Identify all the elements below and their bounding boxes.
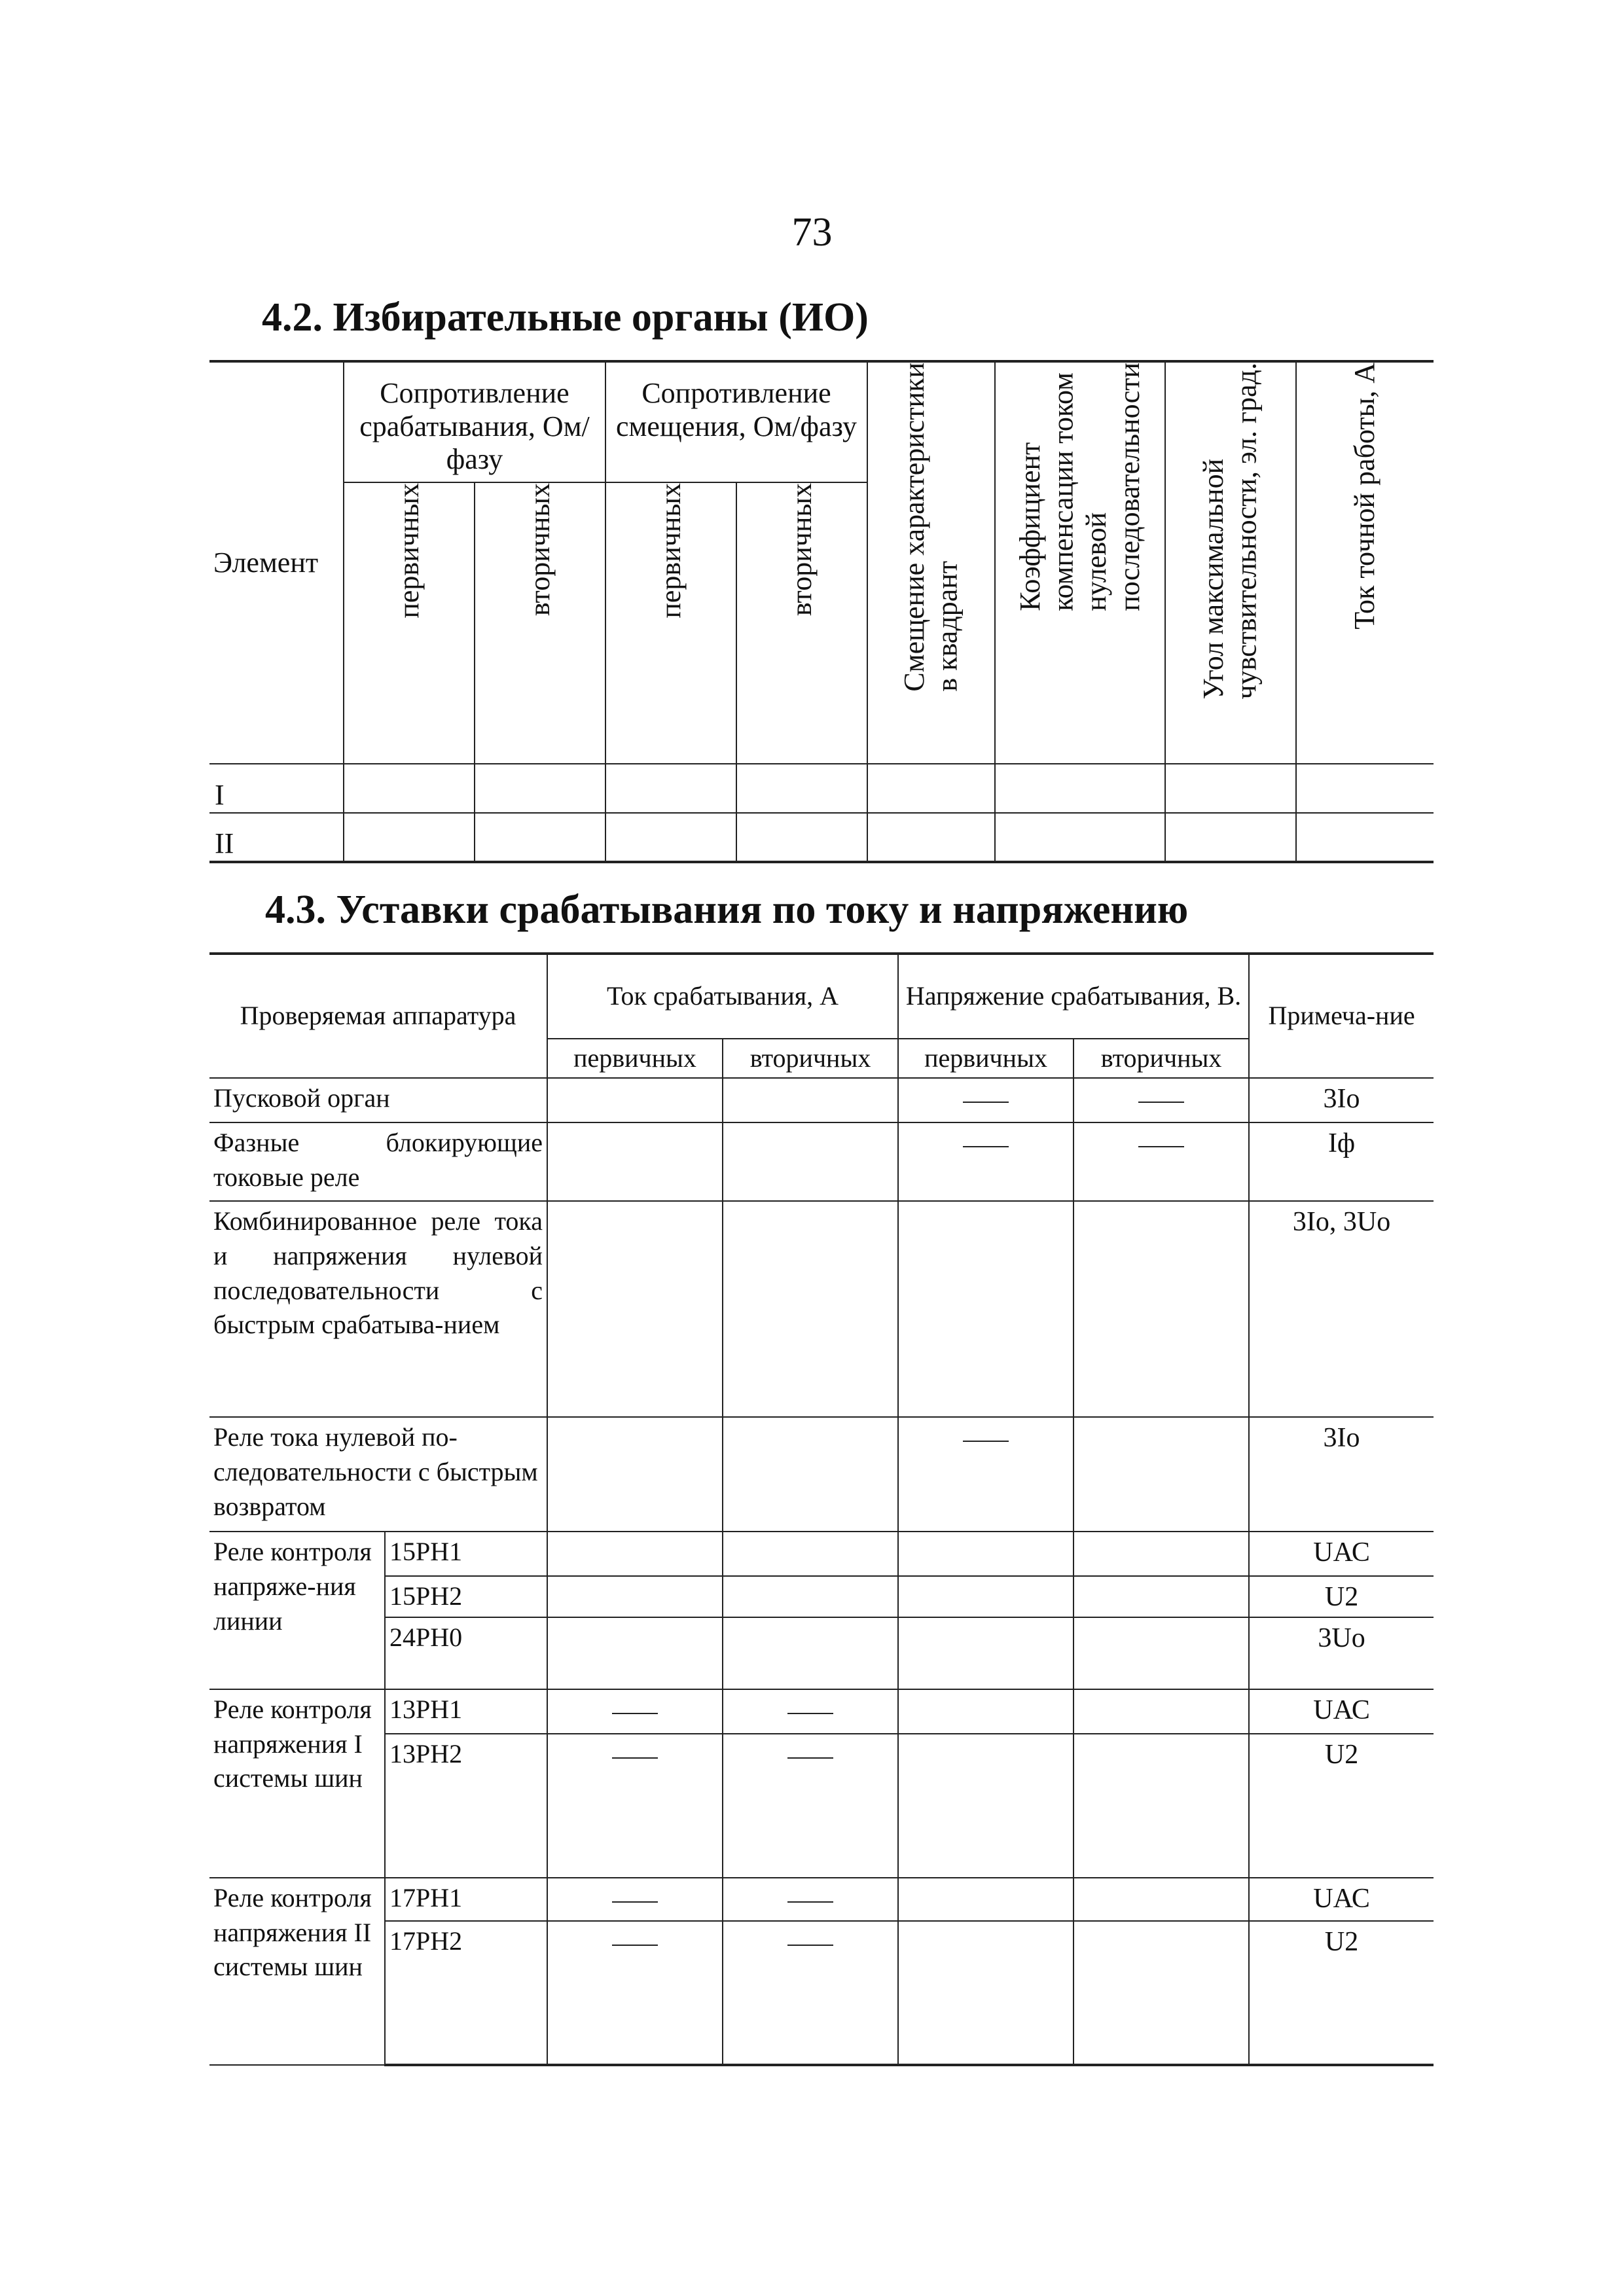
current-secondary-header: вторичных	[723, 1039, 898, 1078]
note-header: Примеча-ние	[1249, 954, 1434, 1078]
relay-code: 15РН2	[385, 1576, 547, 1617]
table-row	[209, 764, 1434, 813]
shift-primary-header: первичных	[605, 482, 736, 764]
selective-organs-table	[209, 360, 1434, 863]
table-row	[209, 1878, 1434, 1921]
relay-note: U2	[1249, 1921, 1434, 2065]
phase-blocking-note: Iф	[1249, 1122, 1434, 1201]
voltage-secondary-header: вторичных	[1074, 1039, 1249, 1078]
shift-secondary-header: вторичных	[736, 482, 867, 764]
dash-mark	[1074, 1078, 1249, 1122]
line-voltage-label: Реле контроля напряже-ния линии	[209, 1532, 385, 1689]
dash-mark	[723, 1689, 898, 1734]
relay-code: 17РН1	[385, 1878, 547, 1921]
resistance-shift-header: Сопротивление смещения, Ом/фазу	[605, 361, 867, 482]
dash-mark	[723, 1734, 898, 1878]
table-row	[209, 1201, 1434, 1417]
dash-mark	[547, 1921, 723, 2065]
table-row	[209, 1689, 1434, 1734]
row-label-1: I	[209, 764, 344, 813]
start-organ-label: Пусковой орган	[209, 1078, 547, 1122]
dash-mark	[723, 1921, 898, 2065]
dash-mark	[898, 1122, 1074, 1201]
table-row	[209, 1122, 1434, 1201]
dash-mark	[1074, 1122, 1249, 1201]
compensation-coef-header: Коэффициент компенсации током нулевой последовательности	[995, 361, 1165, 764]
relay-code: 24РН0	[385, 1617, 547, 1689]
operate-secondary-header: вторичных	[475, 482, 605, 764]
relay-note: UАС	[1249, 1878, 1434, 1921]
element-header: Элемент	[209, 361, 344, 764]
relay-note: UАС	[1249, 1532, 1434, 1576]
relay-code: 13РН2	[385, 1734, 547, 1878]
operate-voltage-header: Напряжение срабатывания, В.	[898, 954, 1249, 1039]
max-sensitivity-angle-header: Угол максимальной чувствительности, эл. град.	[1165, 361, 1296, 764]
settings-table	[209, 952, 1434, 2066]
dash-mark	[547, 1689, 723, 1734]
current-primary-header: первичных	[547, 1039, 723, 1078]
table-row	[209, 813, 1434, 862]
zero-seq-current-note: 3Iо	[1249, 1417, 1434, 1532]
operate-current-header: Ток срабатывания, А	[547, 954, 898, 1039]
page-number: 73	[791, 210, 833, 255]
table-row	[209, 1576, 1434, 1617]
row-label-2: II	[209, 813, 344, 862]
zero-seq-current-label: Реле тока нулевой по-следовательности с быстрым возвратом	[209, 1417, 547, 1532]
dash-mark	[723, 1878, 898, 1921]
table-row	[209, 1734, 1434, 1878]
voltage-primary-header: первичных	[898, 1039, 1074, 1078]
dash-mark	[547, 1734, 723, 1878]
bus1-voltage-label: Реле контроля напряжения I системы шин	[209, 1689, 385, 1878]
table-row	[209, 1617, 1434, 1689]
section-4-3-title: 4.3. Уставки срабатывания по току и напряжению	[265, 888, 1189, 932]
table-row	[209, 1417, 1434, 1532]
section-4-2-title: 4.2. Избирательные органы (ИО)	[262, 295, 869, 340]
table-row	[209, 1078, 1434, 1122]
relay-code: 15РН1	[385, 1532, 547, 1576]
relay-note: UАС	[1249, 1689, 1434, 1734]
relay-note: U2	[1249, 1576, 1434, 1617]
operate-primary-header: первичных	[344, 482, 475, 764]
dash-mark	[898, 1417, 1074, 1532]
bus2-voltage-label: Реле контроля напряжения II системы шин	[209, 1878, 385, 2065]
table-row	[209, 1921, 1434, 2065]
start-organ-note: 3Iо	[1249, 1078, 1434, 1122]
accurate-current-header: Ток точной работы, А	[1296, 361, 1434, 764]
relay-code: 17РН2	[385, 1921, 547, 2065]
relay-note: 3Uо	[1249, 1617, 1434, 1689]
combined-relay-note: 3Iо, 3Uо	[1249, 1201, 1434, 1417]
phase-blocking-label: Фазные блокирующие токовые реле	[209, 1122, 547, 1201]
relay-note: U2	[1249, 1734, 1434, 1878]
table-row	[209, 1532, 1434, 1576]
dash-mark	[547, 1878, 723, 1921]
dash-mark	[898, 1078, 1074, 1122]
equipment-header: Проверяемая аппаратура	[209, 954, 547, 1078]
relay-code: 13РН1	[385, 1689, 547, 1734]
resistance-operate-header: Сопротивление срабатывания, Ом/фазу	[344, 361, 605, 482]
combined-relay-label: Комбинированное реле тока и напряжения нулевой последовательности с быстрым срабатыва-нием	[209, 1201, 547, 1417]
shift-characteristic-header: Смещение характеристики в квадрант	[867, 361, 995, 764]
